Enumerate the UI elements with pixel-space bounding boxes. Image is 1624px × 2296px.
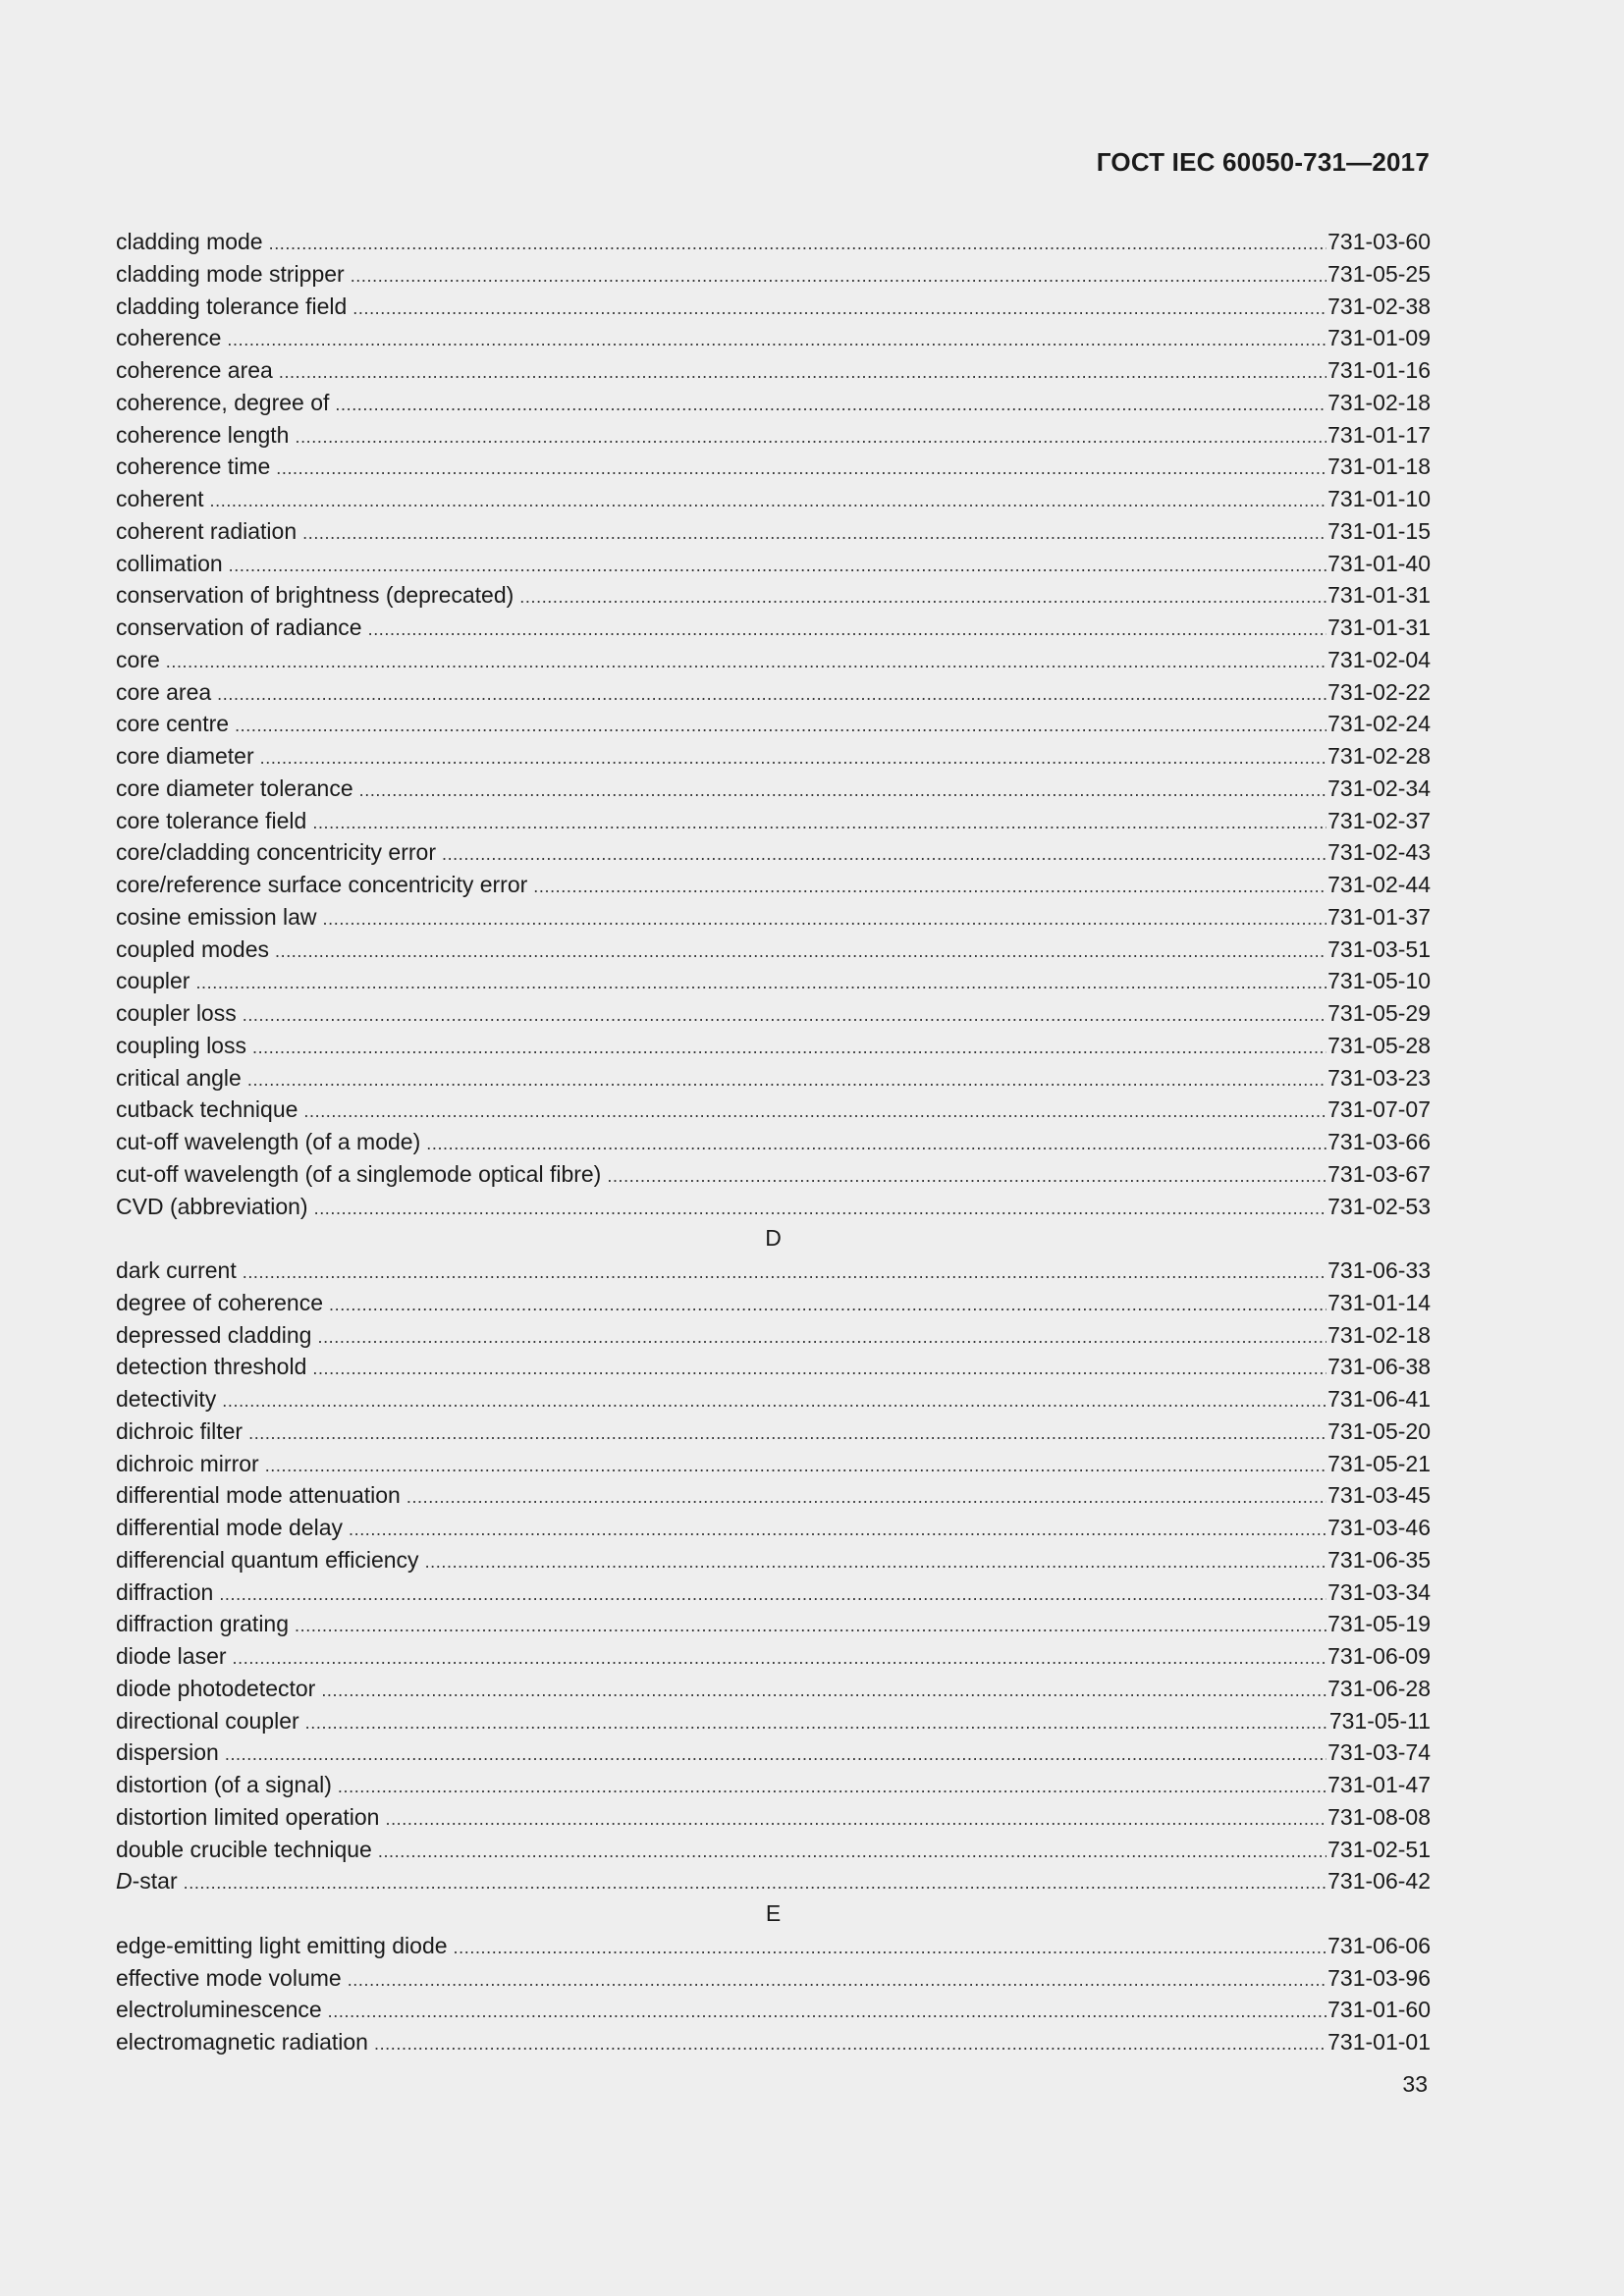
term-index-list [116,226,1431,2058]
index-term: cut-off wavelength (of a mode) [116,1129,421,1154]
dot-leader [442,838,1326,869]
index-reference: 731-07-07 [1327,1096,1431,1123]
dot-leader [260,742,1327,773]
index-entry [116,805,1431,837]
index-entry [116,1448,1431,1480]
index-reference: 731-01-18 [1327,454,1431,480]
index-reference: 731-05-20 [1327,1417,1431,1444]
index-reference: 731-05-29 [1327,1000,1431,1026]
index-reference: 731-01-15 [1327,517,1431,544]
dot-leader [519,581,1326,612]
index-entry [116,1191,1431,1223]
index-entry [116,258,1431,291]
index-entry [116,1287,1431,1319]
dot-leader [269,228,1327,258]
index-entry [116,1030,1431,1062]
dot-leader [305,1707,1328,1737]
index-reference: 731-05-28 [1327,1032,1431,1058]
index-term: core [116,646,160,672]
index-entry [116,1834,1431,1866]
index-entry [116,1415,1431,1448]
index-term: distortion limited operation [116,1803,380,1830]
index-term: dispersion [116,1739,219,1766]
index-reference: 731-08-08 [1327,1803,1431,1830]
index-reference: 731-03-51 [1327,935,1431,962]
dot-leader [243,999,1326,1030]
index-term: coherent radiation [116,517,298,544]
index-reference: 731-02-44 [1327,872,1431,897]
dot-leader [317,1321,1326,1352]
index-reference: 731-01-14 [1327,1289,1431,1315]
index-entry [116,1962,1431,1995]
index-term: critical angle [116,1064,242,1091]
index-reference: 731-05-21 [1327,1450,1431,1476]
index-term: dark current [116,1257,237,1283]
index-term-italic: D [116,1868,133,1895]
index-entry [116,1994,1431,2026]
index-entry [116,387,1431,419]
index-entry [116,997,1431,1030]
index-entry [116,1255,1431,1287]
index-reference: 731-03-34 [1327,1578,1431,1605]
index-entry [116,1640,1431,1673]
index-entry [116,515,1431,548]
index-reference: 731-02-38 [1327,293,1431,319]
index-entry [116,1479,1431,1512]
index-reference: 731-01-01 [1327,2029,1431,2055]
index-term: dichroic mirror [116,1450,259,1476]
index-term: coherence length [116,421,290,448]
index-term: coupling loss [116,1032,246,1058]
index-entry [116,773,1431,805]
index-term: core diameter [116,743,254,769]
dot-leader [279,356,1326,387]
index-term: degree of coherence [116,1289,323,1315]
index-term: coupler loss [116,1000,237,1026]
dot-leader [352,293,1326,323]
index-term: cladding mode stripper [116,260,345,287]
index-entry [116,226,1431,258]
section-letter: D [765,1225,782,1252]
index-term: cosine emission law [116,903,317,930]
index-term: distortion (of a signal) [116,1772,332,1797]
index-term: edge-emitting light emitting diode [116,1932,448,1958]
dot-leader [328,1996,1326,2026]
dot-leader [378,1836,1326,1866]
index-reference: 731-02-18 [1327,1321,1431,1348]
index-entry [116,644,1431,676]
index-entry [116,1608,1431,1640]
index-term: differential mode delay [116,1515,343,1540]
dot-leader [295,421,1326,452]
index-term: conservation of brightness (deprecated) [116,582,514,609]
index-entry [116,934,1431,966]
dot-leader [406,1481,1326,1512]
index-entry [116,1351,1431,1383]
index-reference: 731-06-06 [1327,1932,1431,1958]
index-entry [116,612,1431,644]
index-reference: 731-03-23 [1327,1064,1431,1091]
index-entry [116,1736,1431,1769]
dot-leader [312,807,1326,837]
index-term: coherence area [116,357,273,383]
dot-leader [247,1064,1326,1095]
dot-leader [533,871,1326,901]
index-term: core/cladding concentricity error [116,839,436,866]
dot-leader [227,324,1326,354]
index-entry [116,291,1431,323]
index-reference: 731-01-31 [1327,614,1431,640]
index-term: dichroic filter [116,1417,244,1444]
index-reference: 731-01-16 [1327,357,1431,383]
index-reference: 731-01-37 [1327,903,1431,930]
index-entry [116,548,1431,580]
index-reference: 731-02-04 [1327,646,1431,672]
index-reference: 731-06-33 [1327,1257,1431,1283]
index-reference: 731-01-60 [1327,1997,1431,2023]
index-entry [116,419,1431,452]
index-reference: 731-06-35 [1327,1546,1431,1573]
index-term: diode laser [116,1643,227,1669]
index-term: coherence time [116,454,271,480]
index-term: cut-off wavelength (of a singlemode optical fibre) [116,1160,602,1187]
index-reference: 731-02-22 [1327,678,1431,705]
index-entry [116,1512,1431,1544]
index-entry [116,1930,1431,1962]
index-term-rest: -star [132,1868,178,1895]
dot-leader [348,1964,1326,1995]
index-reference: 731-02-51 [1327,1836,1431,1862]
index-entry [116,1673,1431,1705]
dot-leader [359,774,1327,805]
index-reference: 731-05-10 [1327,968,1431,994]
dot-leader [312,1353,1326,1383]
dot-leader [235,710,1326,740]
index-reference: 731-02-28 [1327,743,1431,769]
dot-leader [454,1932,1327,1962]
index-term [116,1865,178,1897]
index-reference: 731-03-46 [1327,1515,1431,1540]
index-reference: 731-03-45 [1327,1482,1431,1509]
index-term: collimation [116,550,223,576]
index-reference: 731-02-18 [1327,389,1431,415]
index-entry [116,1544,1431,1576]
index-term: depressed cladding [116,1321,312,1348]
index-reference: 731-01-47 [1327,1772,1431,1797]
index-term: diode photodetector [116,1675,316,1701]
index-reference: 731-03-96 [1327,1964,1431,1991]
dot-leader [248,1417,1326,1448]
dot-leader [329,1289,1326,1319]
index-reference: 731-03-74 [1327,1739,1431,1766]
dot-leader [425,1546,1327,1576]
index-entry [116,708,1431,740]
index-reference: 731-06-38 [1327,1354,1431,1380]
index-term: diffraction grating [116,1611,290,1637]
index-entry [116,1094,1431,1126]
index-reference: 731-06-41 [1327,1386,1431,1412]
dot-leader [323,903,1327,934]
index-term: detectivity [116,1386,217,1412]
index-term: cladding mode [116,229,263,254]
index-reference: 731-05-25 [1327,260,1431,287]
index-entry [116,1126,1431,1158]
dot-leader [243,1256,1326,1287]
index-entry [116,1062,1431,1095]
dot-leader [303,1095,1326,1126]
index-term: detection threshold [116,1354,307,1380]
index-reference: 731-06-09 [1327,1643,1431,1669]
dot-leader [184,1867,1327,1897]
index-term: coherent [116,486,204,511]
dot-leader [385,1803,1326,1834]
dot-leader [374,2028,1326,2058]
index-entry [116,2026,1431,2058]
index-term: differencial quantum efficiency [116,1546,419,1573]
index-term: conservation of radiance [116,614,362,640]
dot-leader [335,389,1326,419]
dot-leader [607,1160,1326,1191]
index-term: core diameter tolerance [116,774,353,801]
index-term: core area [116,678,212,705]
index-entry [116,354,1431,387]
index-reference: 731-01-40 [1327,550,1431,576]
index-term: core centre [116,711,230,737]
dot-leader [295,1610,1326,1640]
index-reference: 731-03-66 [1327,1129,1431,1154]
index-entry [116,1801,1431,1834]
index-reference: 731-05-11 [1328,1707,1431,1734]
index-term: core/reference surface concentricity error [116,872,528,897]
dot-leader [426,1128,1326,1158]
dot-leader [276,453,1326,483]
index-entry [116,1319,1431,1352]
index-entry [116,1383,1431,1415]
dot-leader [275,935,1326,966]
document-header: ГОСТ IEC 60050-731—2017 [1096,147,1430,177]
index-reference: 731-06-42 [1327,1868,1431,1895]
index-reference: 731-02-34 [1327,774,1431,801]
index-reference: 731-02-53 [1327,1193,1431,1219]
index-reference: 731-02-37 [1327,807,1431,833]
index-term: coherence [116,325,222,351]
index-entry [116,1576,1431,1609]
dot-leader [166,646,1326,676]
index-reference: 731-02-43 [1327,839,1431,866]
index-entry [116,579,1431,612]
dot-leader [225,1738,1326,1769]
index-entry [116,322,1431,354]
dot-leader [368,614,1327,644]
dot-leader [314,1193,1327,1223]
index-term: coupler [116,968,190,994]
index-entry [116,451,1431,483]
dot-leader [217,678,1326,709]
section-letter: E [765,1900,782,1926]
dot-leader [222,1385,1326,1415]
index-term: electromagnetic radiation [116,2029,368,2055]
index-reference: 731-02-24 [1327,711,1431,737]
index-term: differential mode attenuation [116,1482,401,1509]
index-entry [116,676,1431,709]
index-entry [116,836,1431,869]
dot-leader [195,967,1326,997]
index-entry [116,483,1431,515]
dot-leader [229,550,1326,580]
index-term: double crucible technique [116,1836,372,1862]
index-entry [116,965,1431,997]
index-reference: 731-06-28 [1327,1675,1431,1701]
index-entry [116,869,1431,901]
dot-leader [252,1032,1326,1062]
index-term: coherence, degree of [116,389,330,415]
dot-leader [349,1514,1326,1544]
index-entry [116,1158,1431,1191]
index-reference: 731-05-19 [1327,1611,1431,1637]
index-term: effective mode volume [116,1964,342,1991]
page-number: 33 [1402,2071,1428,2097]
index-term: cutback technique [116,1096,298,1123]
index-reference: 731-01-10 [1327,486,1431,511]
index-term: CVD (abbreviation) [116,1193,308,1219]
index-reference: 731-01-31 [1327,582,1431,609]
index-term: core tolerance field [116,807,307,833]
dot-leader [265,1450,1326,1480]
dot-leader [338,1771,1326,1801]
index-reference: 731-03-60 [1327,229,1431,254]
dot-leader [219,1578,1326,1609]
index-entry [116,1769,1431,1801]
index-term: diffraction [116,1578,214,1605]
index-reference: 731-01-09 [1327,325,1431,351]
index-entry [116,740,1431,773]
index-entry [116,1705,1431,1737]
index-term: directional coupler [116,1707,299,1734]
dot-leader [210,485,1327,515]
index-term: cladding tolerance field [116,293,348,319]
index-reference: 731-01-17 [1327,421,1431,448]
dot-leader [302,517,1326,548]
index-term: electroluminescence [116,1997,322,2023]
index-entry [116,901,1431,934]
index-term: coupled modes [116,935,269,962]
dot-leader [233,1642,1327,1673]
dot-leader [351,260,1326,291]
index-reference: 731-03-67 [1327,1160,1431,1187]
index-entry [116,1865,1431,1897]
dot-leader [321,1675,1326,1705]
